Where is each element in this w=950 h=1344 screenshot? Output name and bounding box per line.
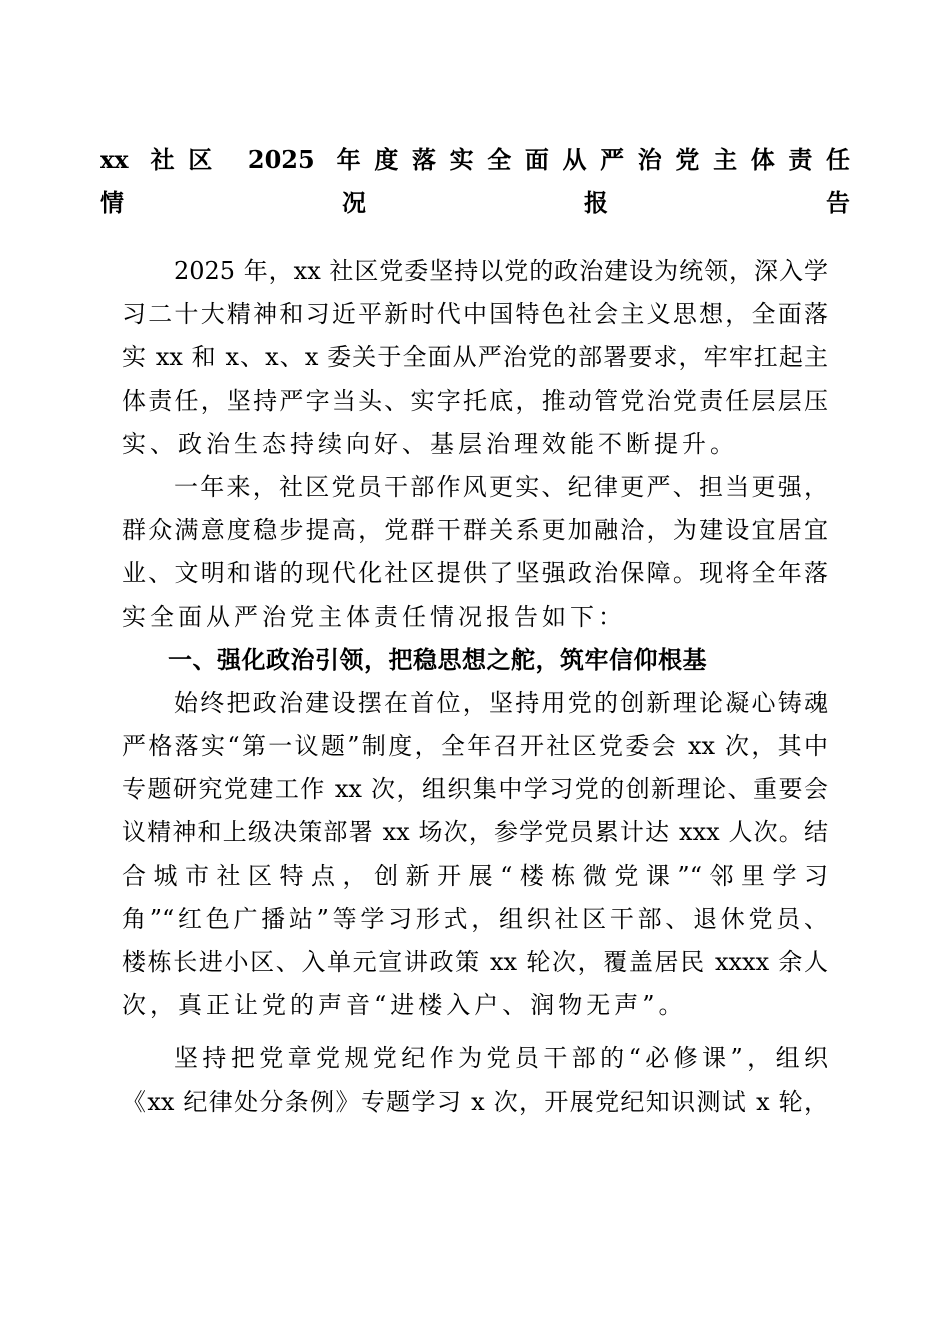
text-line: 楼栋长进小区、入单元宣讲政策 xx 轮次，覆盖居民 xxxx 余人 — [122, 948, 828, 976]
text-line: 合城市社区特点，创新开展“楼栋微党课”“邻里学习 — [122, 861, 828, 890]
text-line: 实全面从严治党主体责任情况报告如下： — [122, 602, 626, 631]
heading-line: 一、强化政治引领，把稳思想之舵，筑牢信仰根基 — [168, 645, 707, 674]
title-line: 情况报告 — [100, 188, 850, 218]
text-line: 群众满意度稳步提高，党群干群关系更加融洽，为建设宜居宜 — [122, 516, 828, 545]
paragraph-spacer — [122, 1027, 828, 1037]
section-heading-1 — [122, 639, 828, 682]
text-line: 次，真正让党的声音“进楼入户、润物无声”。 — [122, 991, 687, 1020]
text-line: 实、政治生态持续向好、基层治理效能不断提升。 — [122, 429, 738, 458]
paragraph-intro — [122, 250, 828, 466]
title-line: xx 社区 2025 年度落实全面从严治党主体责任 — [100, 145, 850, 174]
text-line: 严格落实“第一议题”制度，全年召开社区党委会 xx 次，其中 — [122, 732, 828, 761]
document-title — [100, 138, 850, 224]
paragraph-discipline-study — [122, 1037, 828, 1123]
text-line: 习二十大精神和习近平新时代中国特色社会主义思想，全面落 — [122, 300, 828, 329]
text-line: 专题研究党建工作 xx 次，组织集中学习党的创新理论、重要会 — [122, 775, 828, 804]
text-line: 《xx 纪律处分条例》专题学习 x 次，开展党纪知识测试 x 轮， — [122, 1087, 828, 1116]
document-body — [122, 250, 828, 1124]
paragraph-political-study — [122, 682, 828, 1028]
text-line: 2025 年，xx 社区党委坚持以党的政治建设为统领，深入学 — [174, 257, 828, 285]
text-line: 实 xx 和 x、x、x 委关于全面从严治党的部署要求，牢牢扛起主 — [122, 343, 828, 372]
text-line: 角”“红色广播站”等学习形式，组织社区干部、退休党员、 — [122, 904, 828, 933]
text-line: 议精神和上级决策部署 xx 场次，参学党员累计达 xxx 人次。结 — [122, 818, 828, 847]
text-line: 一年来，社区党员干部作风更实、纪律更严、担当更强， — [174, 472, 828, 501]
text-line: 始终把政治建设摆在首位，坚持用党的创新理论凝心铸魂 — [174, 688, 828, 717]
text-line: 体责任，坚持严字当头、实字托底，推动管党治党责任层层压 — [122, 386, 828, 415]
text-line: 业、文明和谐的现代化社区提供了坚强政治保障。现将全年落 — [122, 559, 828, 588]
text-line: 坚持把党章党规党纪作为党员干部的“必修课”，组织 — [174, 1044, 828, 1073]
paragraph-summary — [122, 466, 828, 639]
